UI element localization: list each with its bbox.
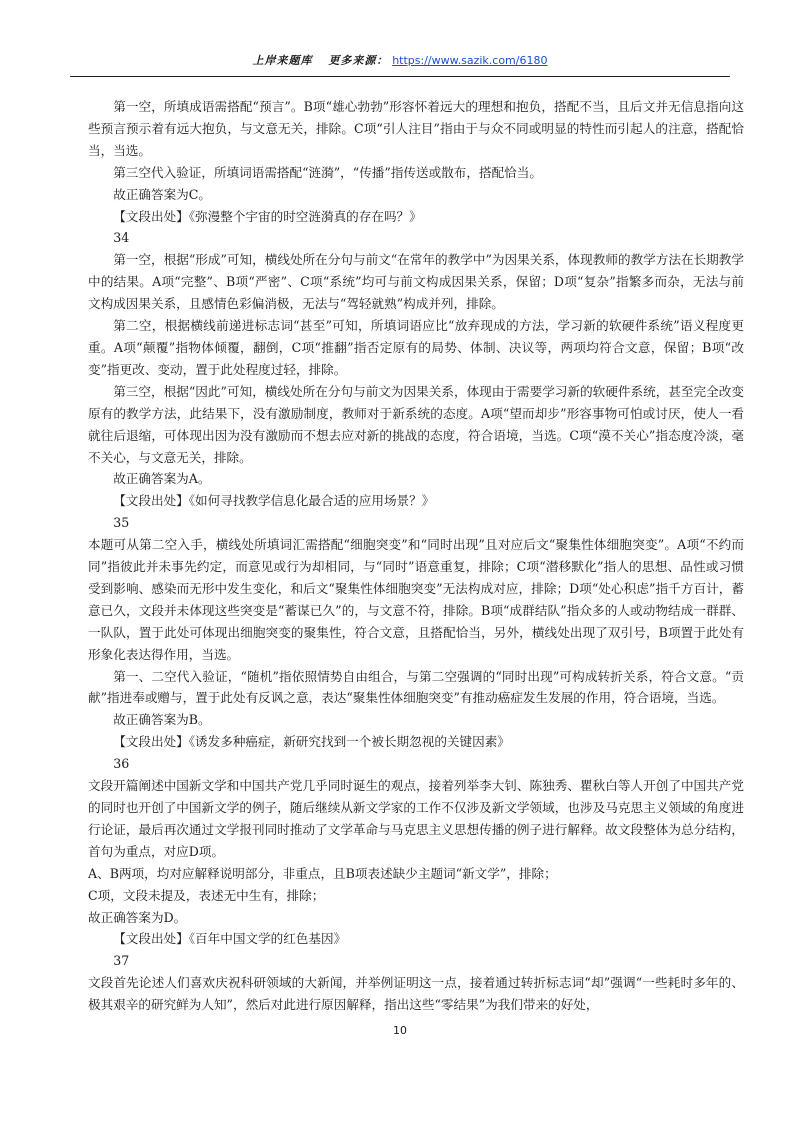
question-number: 37 [113, 953, 130, 969]
paragraph: 本题可从第二空入手，横线处所填词汇需搭配“细胞突变”和“同时出现”且对应后文“聚集性体细胞突变”。A项“不约而同”指彼此并未事先约定，而意见或行为却相同，与“同时”语意重复，排除；C项“潜移默化”指人的思想、品性或习惯受到影响、感染而无形中发生变化，和后文“聚集性体细胞突变”无法构成对应，排除；D项“处心积虑”指千方百计，蓄意已久，文段并未体现这些突变是“蓄谋已久”的，与文意不符，排除。B项“成群结队”指众多的人或动物结成一群群、一队队，置于此处可体现出细胞突变的聚集性，符合文意，且搭配恰当，另外，横线处出现了双引号，B项置于此处有形象化表达得作用，当选。 [88, 537, 744, 662]
paragraph: 第一空，根据“形成”可知，横线处所在分句与前文“在常年的教学中”为因果关系，体现教师的教学方法在长期教学中的结果。A项“完整”、B项“严密”、C项“系统”均可与前文构成因果关系，保留；D项“复杂”指繁多而杂，无法与前文构成因果关系，且感情色彩偏消极，无法与“驾轻就熟”构成并列，排除。 [88, 252, 744, 312]
paragraph: 第一空，所填成语需搭配“预言”。B项“雄心勃勃”形容怀着远大的理想和抱负，搭配不当，且后文并无信息指向这些预言预示着有远大抱负，与文意无关，排除。C项“引人注目”指由于与众不同或明显的特性而引起人的注意，搭配恰当，当选。 [88, 99, 744, 158]
source-line: 【文段出处】《诱发多种癌症，新研究找到一个被长期忽视的关键因素》 [113, 734, 510, 750]
paragraph: 文段开篇阐述中国新文学和中国共产党几乎同时诞生的观点，接着列举李大钊、陈独秀、瞿秋白等人开创了中国共产党的同时也开创了中国新文学的例子，随后继续从新文学家的工作不仅涉及新文学领域，也涉及马克思主义领域的角度进行论证，最后再次通过文学报刊同时推动了文学革命与马克思主义思想传播的例子进行解释。故文段整体为总分结构，首句为重点，对应D项。 [88, 778, 744, 859]
source-line: 【文段出处】《百年中国文学的红色基因》 [113, 931, 347, 947]
page-number: 10 [393, 1024, 407, 1037]
header-url-link[interactable]: https://www.sazik.com/6180 [392, 54, 548, 67]
document-body [88, 96, 744, 1016]
source-line: 【文段出处】《弥漫整个宇宙的时空涟漪真的存在吗？》 [113, 208, 422, 224]
header-site-name: 上岸来题库 [252, 54, 313, 67]
paragraph: 文段首先论述人们喜欢庆祝科研领域的大新闻，并举例证明这一点，接着通过转折标志词“却”强调“一些耗时多年的、极其艰辛的研究鲜为人知”，然后对此进行原因解释，指出这些“零结果”为我们带来的好处， [88, 975, 744, 1013]
paragraph: 第三空，根据“因此”可知，横线处所在分句与前文为因果关系，体现由于需要学习新的软硬件系统，甚至完全改变原有的教学方法，此结果下，没有激励制度，教师对于新系统的态度。A项“望而却步”形容事物可怕或讨厌，使人一看就往后退缩，可体现出因为没有激励而不想去应对新的挑战的态度，符合语境，当选。C项“漠不关心”指态度冷淡，毫不关心，与文意无关，排除。 [88, 383, 744, 465]
paragraph: 第三空代入验证，所填词语需搭配“涟漪”，“传播”指传送或散布，搭配恰当。 [113, 164, 542, 180]
question-number: 35 [113, 515, 130, 531]
paragraph: C项，文段未提及，表述无中生有，排除； [88, 887, 325, 903]
answer-line: 故正确答案为B。 [113, 712, 211, 728]
header-source-label: 更多来源： [328, 54, 389, 67]
paragraph: A、B两项，均对应解释说明部分，非重点，且B项表述缺少主题词“新文学”，排除； [88, 865, 557, 881]
paragraph: 第二空，根据横线前递进标志词“甚至”可知，所填词语应比“放弃现成的方法，学习新的软硬件系统”语义程度更重。A项“颠覆”指物体倾覆，翻倒，C项“推翻”指否定原有的局势、体制、决议等，两项均符合文意，保留；B项“改变”指更改、变动，置于此处程度过轻，排除。 [88, 318, 744, 377]
question-number: 34 [113, 230, 130, 246]
answer-line: 故正确答案为A。 [113, 471, 211, 487]
answer-line: 故正确答案为D。 [88, 909, 187, 925]
page-header [70, 52, 730, 77]
source-line: 【文段出处】《如何寻找教学信息化最合适的应用场景？》 [113, 493, 435, 509]
question-number: 36 [113, 756, 130, 772]
answer-line: 故正确答案为C。 [113, 186, 211, 202]
paragraph: 第一、二空代入验证，“随机”指依照情势自由组合，与第二空强调的“同时出现”可构成转折关系，符合文意。“贡献”指进奉或赠与，置于此处有反讽之意，表达“聚集性体细胞突变”有推动癌症发生发展的作用，符合语境，当选。 [88, 668, 744, 706]
